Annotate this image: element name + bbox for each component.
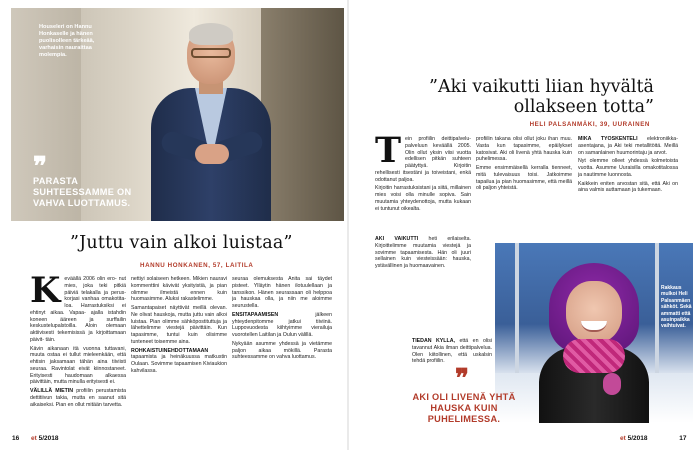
magazine-name: et	[31, 435, 37, 442]
woman-figure	[539, 263, 649, 423]
paragraph: seuraa olemuksesta Anita sai täydet pisteet. Ylläytin hänen ilotuulellaan ja tanssikon. Hänen seurassaan oli helppoa ja hauskaa olla, ja niin me aloimme seurustella.	[232, 276, 332, 309]
paragraph: Emme ensimmäisellä kerralla tienneet, mitä tulevaisuus toisi. Jatkoimme tapailua ja pian huomasimme, että meillä oli paljon yhteistä.	[476, 165, 572, 192]
man-figure	[151, 26, 271, 221]
gutter	[347, 0, 349, 450]
issue: 5/2018	[627, 435, 648, 442]
dropcap-left: K	[30, 276, 61, 311]
page-number-left	[12, 435, 59, 442]
paragraph: elektroniikka-asentajana, ja Aki teki metallitöitä. Meillä on samanlainen huumorintaju ja arvot.	[578, 136, 678, 156]
photo-hannu	[11, 8, 344, 221]
column-right-2	[476, 136, 572, 236]
photo-caption-left: Houseleri on Hannu Honkaselle ja hänen puolisolleen tärkeää, varhaisin nauraittaa molempia.	[39, 24, 95, 58]
page-number: 17	[679, 435, 687, 442]
paragraph: Nyt olemme olleet yhdessä kolmetoista vuotta. Asumme Uuraisilla omakotitalossa ja nautimme luonnosta.	[578, 158, 678, 178]
paragraph: Nykyään asumme yhdessä ja vietämme paljon aikaa mökillä. Parasta suhteessamme on vahva luottamus.	[232, 340, 332, 361]
photo-caption-right: Rakkaus mulkoi Heli Palsanmäen sähköt. Sekä ammatti että asuinpaikka vaihtuivat.	[661, 285, 692, 330]
quote-mark-icon: ❞	[33, 152, 47, 182]
paragraph: tapaamista ja heinäkuussa matkustin Oulaan. Sovimme tapaamisen Kiviaukion kahvilassa.	[131, 354, 227, 374]
paragraph: eväällä 2006 olin ero- nut mies, joka teki pitkiä päiviä telakalla ja perus- korjasi vanhaa omakotita- loa. Harrastuksiksi ei ehtinyt aikaa. Vapaa- ajalla istahdin koneen ääreen ja surffailin keskustelupalstoilla. Aloin olemaan aktiivisesti tekemisissä ja kirjoittamaan päivit- täin.	[30, 276, 126, 343]
paragraph-lead: ENSITAPAAMISEN	[232, 311, 279, 318]
page-number: 16	[12, 435, 20, 442]
paragraph: että en olisi tavannut Akia ilman deittipalvelua. Olen kiitollinen, että uskalsin tehdä profiilin.	[412, 338, 492, 365]
paragraph-lead: AKI VAIKUTTI	[375, 236, 419, 242]
headline-right: ”Aki vaikutti liian hyvältä ollakseen totta”	[429, 77, 654, 117]
paragraph-lead: TIEDÄN KYLLÄ,	[412, 338, 455, 344]
paragraph: nettiyi solaiseen hetkeen. Mikien nauravi kommenttini kävivät yksityistiä, ja pian olimme ilmeistä ennen kuin huomasimme. Aluksi rakastelimme.	[131, 276, 227, 303]
paragraph: Kirjoitin harrastuksistani ja siitä, millainen mies voisi olla minulle sopiva. Sain muutamia yhteydenottoja, mutta kukaan ei tuntunut oikealta.	[375, 185, 471, 212]
byline-left: HANNU HONKANEN, 57, LAITILA	[140, 262, 254, 269]
paragraph: Kävin aikanaan itä vuonna tuttavani, muuta ostaa ei tullut mieleenkään, että ehtisin jaksamaan tähän aina tiiviisti seuraa. Ravintolat eivät kiinnostaneet. Erityisesti ​haudomaan alkaessa päivittäin, mutta minulla erityisesti ei.	[30, 345, 126, 386]
headline-left: ”Juttu vain alkoi luistaa”	[70, 233, 293, 253]
column-left-3	[232, 276, 332, 426]
dropcap-right: T	[375, 136, 402, 171]
column-left-1	[30, 276, 126, 426]
issue: 5/2018	[38, 435, 59, 442]
paragraph: ein profiilin deittipalvelu- palveluun keväällä 2005. Olin ollut yksin viisi vuotta edellisen pitkän suhteen päätyttyä. Kirjoitin rehellisesti itsestäni ja toiveistani, enkä odottanut paljoa.	[375, 136, 471, 183]
pull-quote-left	[33, 152, 153, 209]
column-left-2	[131, 276, 227, 426]
quote-mark-icon: ❞	[455, 364, 469, 394]
magazine-name: et	[620, 435, 626, 442]
page-number-right	[620, 435, 687, 442]
paragraph: Kaikkein eniten arvostan sitä, että Aki on aina valmis auttamaan ja tukemaan.	[578, 180, 678, 194]
paragraph: profiilin takana olisi ollut joku ihan muu. Vasta kun tapasimme, epäilykset katosivat. Aki oli livenä yhtä hauska kuin puhelimessa.	[476, 136, 572, 163]
column-right-3	[578, 136, 678, 236]
pull-quote-left-text: PARASTA SUHTEESSAMME ON VAHVA LUOTTAMUS.	[33, 176, 132, 208]
byline-right: HELI PALSANMÄKI, 39, UURAINEN	[529, 121, 650, 128]
paragraph: profiilin perustamista dettitiivun takia, mutta en saanut sitä aikaiseksi. Pian en ollut mitään tarvetta.	[30, 388, 126, 408]
column-right-1	[375, 136, 471, 232]
paragraph-lead: VÄLILLÄ MIETIN	[30, 388, 74, 394]
paragraph: Samantapaiset näyttivät meillä olevan. Ne olivat hauskoja, mutta juttu vain alkoi luistaa. Pian olimme sähköpostituttuja ja lähettelimme viestejä päivittäin. Kun tapasimme, tuntui kuin olisimme tunteneet toisemme aina.	[131, 305, 227, 345]
column-right-2b	[412, 338, 492, 394]
paragraph: jälkeen yhteydenpitomme jatkui tiiviinä. Luppovuodesta kiihtyimme vierailuja vuorotellen Laitilan ja Oulun välillä.	[232, 311, 332, 338]
pull-quote-right: AKI OLI LIVENÄ YHTÄ HAUSKA KUIN PUHELIMESSA.	[412, 392, 516, 424]
paragraph-lead: ROHKAISTUINEHDOTTAMAAN	[131, 347, 209, 354]
paragraph: heti erilaiselta. Kirjoittelimme muutamia viestejä ja sovimme tapaamisesta. Hän oli juuri sellainen kuin viesteissään: hauska, ystävällinen ja huomaavainen.	[375, 236, 471, 269]
photo-heli	[495, 243, 693, 423]
paragraph-lead: MIKÄ TYÖSKENTELI	[578, 136, 638, 142]
